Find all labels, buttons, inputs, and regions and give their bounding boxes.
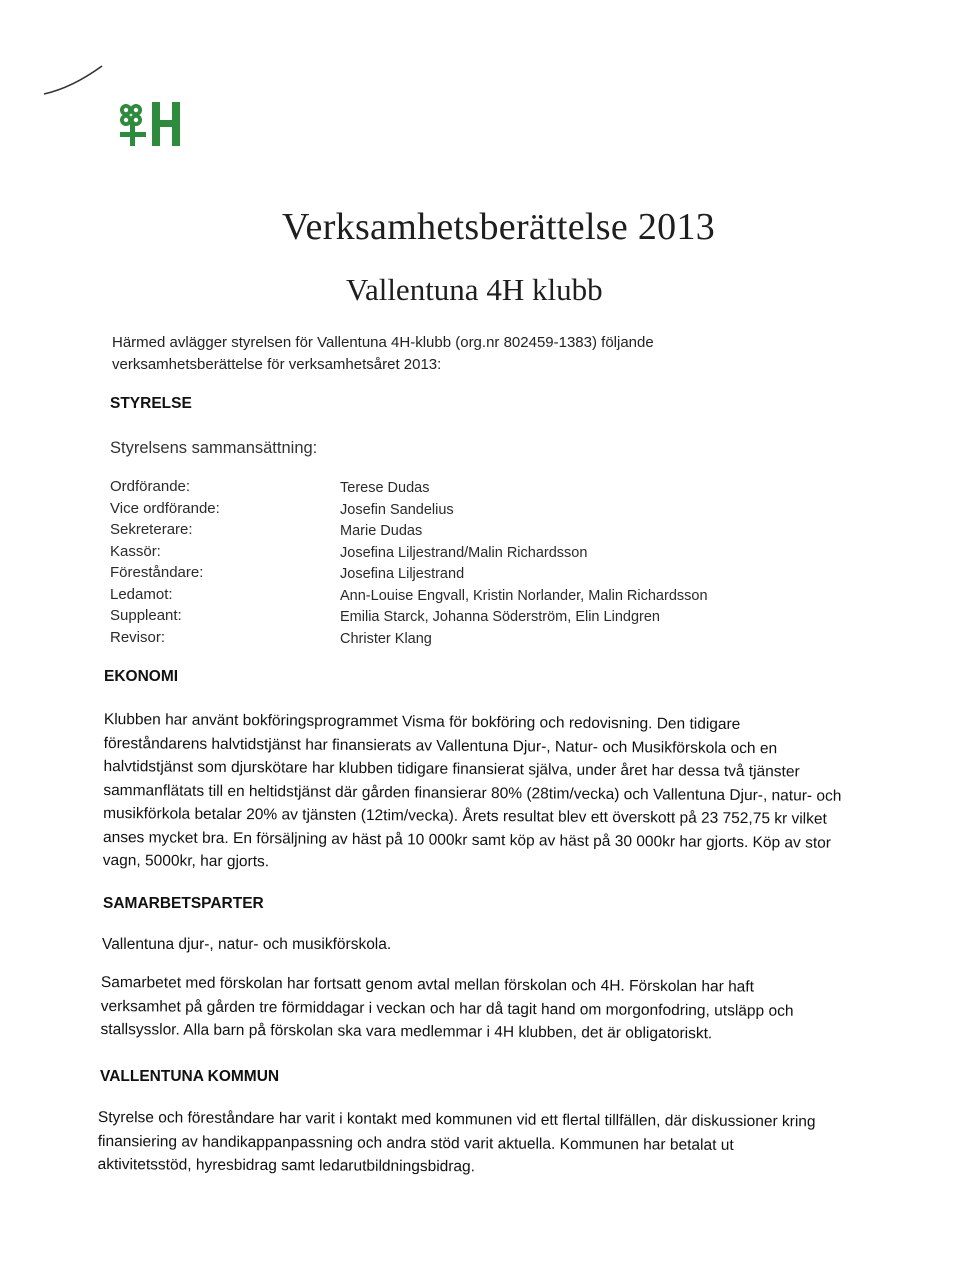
- board-row: [110, 629, 810, 651]
- intro-paragraph: Härmed avlägger styrelsen för Vallentuna 4H-klubb (org.nr 802459-1383) följande verksamhetsberättelse för verksamhetsåret 2013:: [112, 334, 654, 373]
- document-title: Verksamhetsberättelse 2013: [282, 206, 716, 248]
- board-member-name: Emilia Starck, Johanna Söderström, Elin Lindgren: [340, 609, 660, 625]
- board-role: Vice ordförande:: [110, 499, 220, 517]
- 4h-clover-logo-icon: [116, 98, 186, 150]
- board-row: [110, 543, 810, 565]
- board-member-name: Terese Dudas: [340, 480, 430, 496]
- board-composition-heading: Styrelsens sammansättning:: [110, 439, 318, 457]
- section-heading-styrelse: STYRELSE: [110, 395, 192, 412]
- section-heading-ekonomi: EKONOMI: [104, 668, 179, 685]
- board-row: [110, 564, 810, 586]
- board-member-name: Josefin Sandelius: [340, 501, 454, 518]
- board-member-name: Christer Klang: [340, 630, 432, 647]
- board-role: Föreståndare:: [110, 564, 204, 581]
- board-row: [110, 607, 810, 629]
- board-member-name: Ann-Louise Engvall, Kristin Norlander, Malin Richardsson: [340, 587, 708, 604]
- board-role: Suppleant:: [110, 607, 182, 624]
- kommun-paragraph: Styrelse och föreståndare har varit i kontakt med kommunen vid ett flertal tillfällen, där diskussioner kring finansiering av handikappanpassning och andra stöd varit aktuella. Kommunen har betalat ut aktivitetsstöd, hyresbidrag samt ledarutbildningsbidrag.: [97, 1109, 816, 1176]
- board-role: Ordförande:: [110, 478, 191, 495]
- board-members-list: [110, 478, 810, 650]
- ekonomi-paragraph: Klubben har använt bokföringsprogrammet Visma för bokföring och redovisning. Den tidigare föreståndarens halvtidstjänst har finansierats av Vallentuna Djur-, Natur- och Musikförskola och en halvtidstjänst som djurskötare har klubben tidigare finansierat själva, under året har dessa två tjänster sammanflätats till en heltidstjänst där gården finansierar 80% (28tim/vecka) och Vallentuna Djur-, natur- och musikförkola betalar 20% av tjänsten (12tim/vecka). Årets resultat blev ett överskott på 23 752,75 kr vilket anses mycket bra. En försäljning av häst på 10 000kr samt köp av häst på 30 000kr har gjorts. Köp av stor vagn, 5000kr, har gjorts.: [102, 710, 842, 871]
- section-heading-samarbetsparter: SAMARBETSPARTER: [103, 895, 264, 912]
- partner-name: Vallentuna djur-, natur- och musikförskola.: [102, 936, 392, 953]
- document-subtitle: Vallentuna 4H klubb: [346, 272, 603, 307]
- section-heading-kommun: VALLENTUNA KOMMUN: [100, 1068, 280, 1085]
- board-member-name: Josefina Liljestrand: [340, 566, 465, 582]
- board-role: Sekreterare:: [110, 521, 193, 538]
- board-row: [110, 521, 810, 543]
- pen-stroke-mark: [40, 60, 120, 100]
- samarbete-paragraph: Samarbetet med förskolan har fortsatt genom avtal mellan förskolan och 4H. Förskolan har haft verksamhet på gården tre förmiddagar i veckan och har då tagit hand om morgonfodring, utsläpp och stallsysslor. Alla barn på förskolan ska vara medlemmar i 4H klubben, det är obligatoriskt.: [100, 973, 794, 1043]
- board-row: [110, 500, 810, 522]
- board-member-name: Josefina Liljestrand/Malin Richardsson: [340, 544, 588, 561]
- board-row: [110, 586, 810, 608]
- board-role: Kassör:: [110, 542, 161, 560]
- board-role: Revisor:: [110, 628, 166, 646]
- board-role: Ledamot:: [110, 585, 173, 603]
- board-member-name: Marie Dudas: [340, 523, 423, 539]
- board-row: [110, 478, 810, 500]
